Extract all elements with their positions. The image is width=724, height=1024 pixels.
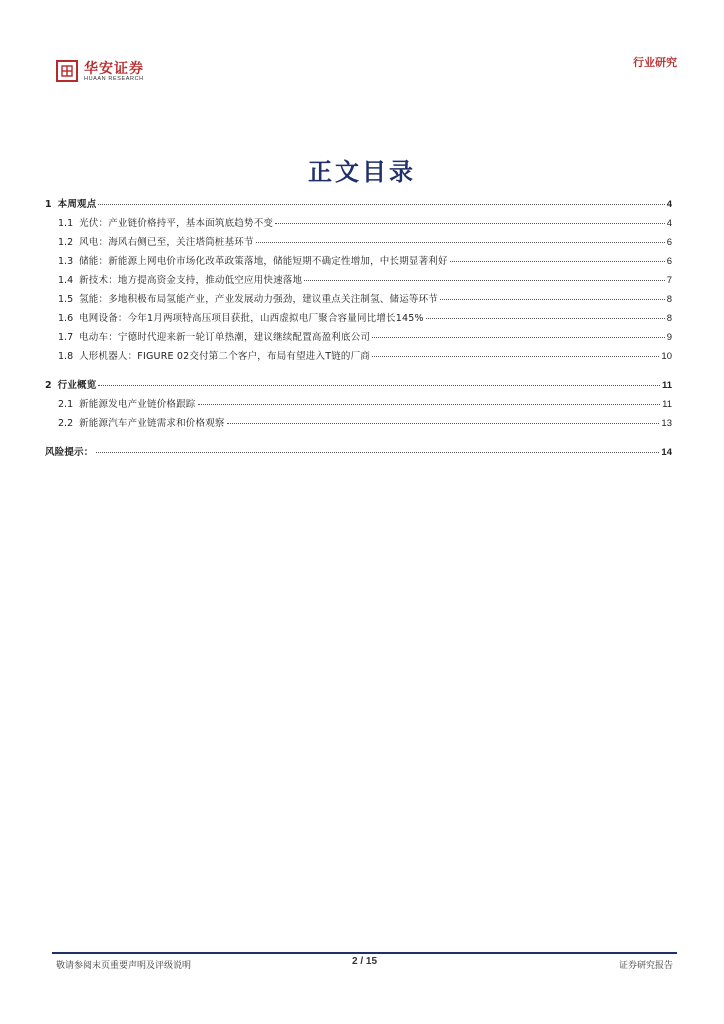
toc-page-number: 6	[666, 256, 672, 267]
toc-entry-title: 氢能：多地积极布局氢能产业，产业发展动力强劲，建议重点关注制氢、储运等环节	[79, 294, 439, 305]
toc-subsection-entry[interactable]	[45, 215, 672, 234]
logo-mark-icon	[60, 64, 74, 78]
page-title: 正文目录	[308, 158, 416, 186]
toc-entry-title: 新技术：地方提高资金支持，推动低空应用快速落地	[79, 275, 303, 286]
footer-divider	[52, 952, 677, 954]
toc-entry-number: 1.8	[58, 351, 74, 362]
toc-entry-number: 1.2	[58, 237, 74, 248]
toc-entry-number: 2.2	[58, 418, 74, 429]
toc-section-entry[interactable]	[45, 377, 672, 396]
company-logo-icon	[56, 60, 78, 82]
toc-entry-number: 1	[45, 199, 52, 210]
toc-subsection-entry[interactable]	[45, 396, 672, 415]
toc-entry-title: 本周观点	[57, 199, 97, 210]
toc-entry-number: 1.6	[58, 313, 74, 324]
toc-spacer	[45, 367, 672, 377]
toc-subsection-entry[interactable]	[45, 329, 672, 348]
toc-dot-leader	[198, 404, 661, 405]
toc-entry-number: 1.3	[58, 256, 74, 267]
toc-entry-number: 1.7	[58, 332, 74, 343]
toc-dot-leader	[450, 261, 665, 262]
toc-entry-number: 1.5	[58, 294, 74, 305]
toc-page-number: 14	[661, 447, 672, 458]
toc-entry-number: 2	[45, 380, 52, 391]
page-header	[52, 52, 677, 88]
toc-section-entry[interactable]	[45, 196, 672, 215]
toc-dot-leader	[227, 423, 660, 424]
toc-entry-number: 1.4	[58, 275, 74, 286]
toc-entry-title: 风险提示：	[45, 447, 94, 458]
toc-subsection-entry[interactable]	[45, 272, 672, 291]
toc-dot-leader	[96, 452, 660, 453]
toc-entry-title: 行业概览	[57, 380, 97, 391]
toc-dot-leader	[372, 356, 659, 357]
footer-report-type: 证券研究报告	[618, 961, 673, 971]
toc-spacer	[45, 434, 672, 444]
company-name-en: HUAAN RESEARCH	[84, 76, 144, 82]
toc-page-number: 4	[666, 218, 672, 229]
toc-subsection-entry[interactable]	[45, 348, 672, 367]
toc-page-number: 6	[666, 237, 672, 248]
page-number: 2 / 15	[351, 956, 378, 967]
page-footer	[52, 956, 677, 970]
toc-page-number: 4	[666, 199, 672, 210]
toc-dot-leader	[275, 223, 665, 224]
toc-entry-title: 电动车：宁德时代迎来新一轮订单热潮，建议继续配置高盈利底公司	[79, 332, 371, 343]
toc-dot-leader	[256, 242, 665, 243]
toc-page-number: 13	[661, 418, 672, 429]
table-of-contents	[45, 196, 672, 463]
toc-entry-title: 人形机器人：FIGURE 02交付第二个客户，布局有望进入T链的厂商	[79, 351, 371, 362]
toc-entry-number: 2.1	[58, 399, 74, 410]
toc-dot-leader	[98, 204, 664, 205]
toc-subsection-entry[interactable]	[45, 234, 672, 253]
toc-page-number: 8	[666, 294, 672, 305]
toc-entry-title: 电网设备：今年1月两项特高压项目获批，山西虚拟电厂聚合容量同比增长145%	[79, 313, 424, 324]
toc-entry-title: 新能源发电产业链价格跟踪	[79, 399, 196, 410]
toc-subsection-entry[interactable]	[45, 415, 672, 434]
toc-page-number: 10	[661, 351, 672, 362]
toc-dot-leader	[304, 280, 664, 281]
toc-entry-title: 光伏：产业链价格持平，基本面筑底趋势不变	[79, 218, 274, 229]
toc-entry-title: 储能：新能源上网电价市场化改革政策落地，储能短期不确定性增加，中长期显著利好	[79, 256, 448, 267]
toc-page-number: 11	[661, 380, 672, 391]
toc-page-number: 11	[662, 399, 672, 410]
toc-page-number: 9	[666, 332, 672, 343]
toc-page-number: 7	[666, 275, 672, 286]
toc-dot-leader	[426, 318, 665, 319]
company-name: 华安证券	[84, 61, 144, 77]
toc-dot-leader	[440, 299, 665, 300]
footer-disclaimer: 敬请参阅末页重要声明及评级说明	[56, 961, 192, 971]
toc-section-entry[interactable]	[45, 444, 672, 463]
toc-page-number: 8	[666, 313, 672, 324]
report-category: 行业研究	[633, 56, 677, 69]
toc-entry-title: 风电：海风右侧已至，关注塔筒桩基环节	[79, 237, 254, 248]
toc-dot-leader	[98, 385, 660, 386]
toc-entry-number: 1.1	[58, 218, 74, 229]
toc-subsection-entry[interactable]	[45, 310, 672, 329]
toc-dot-leader	[372, 337, 665, 338]
toc-subsection-entry[interactable]	[45, 253, 672, 272]
toc-subsection-entry[interactable]	[45, 291, 672, 310]
toc-entry-title: 新能源汽车产业链需求和价格观察	[79, 418, 225, 429]
